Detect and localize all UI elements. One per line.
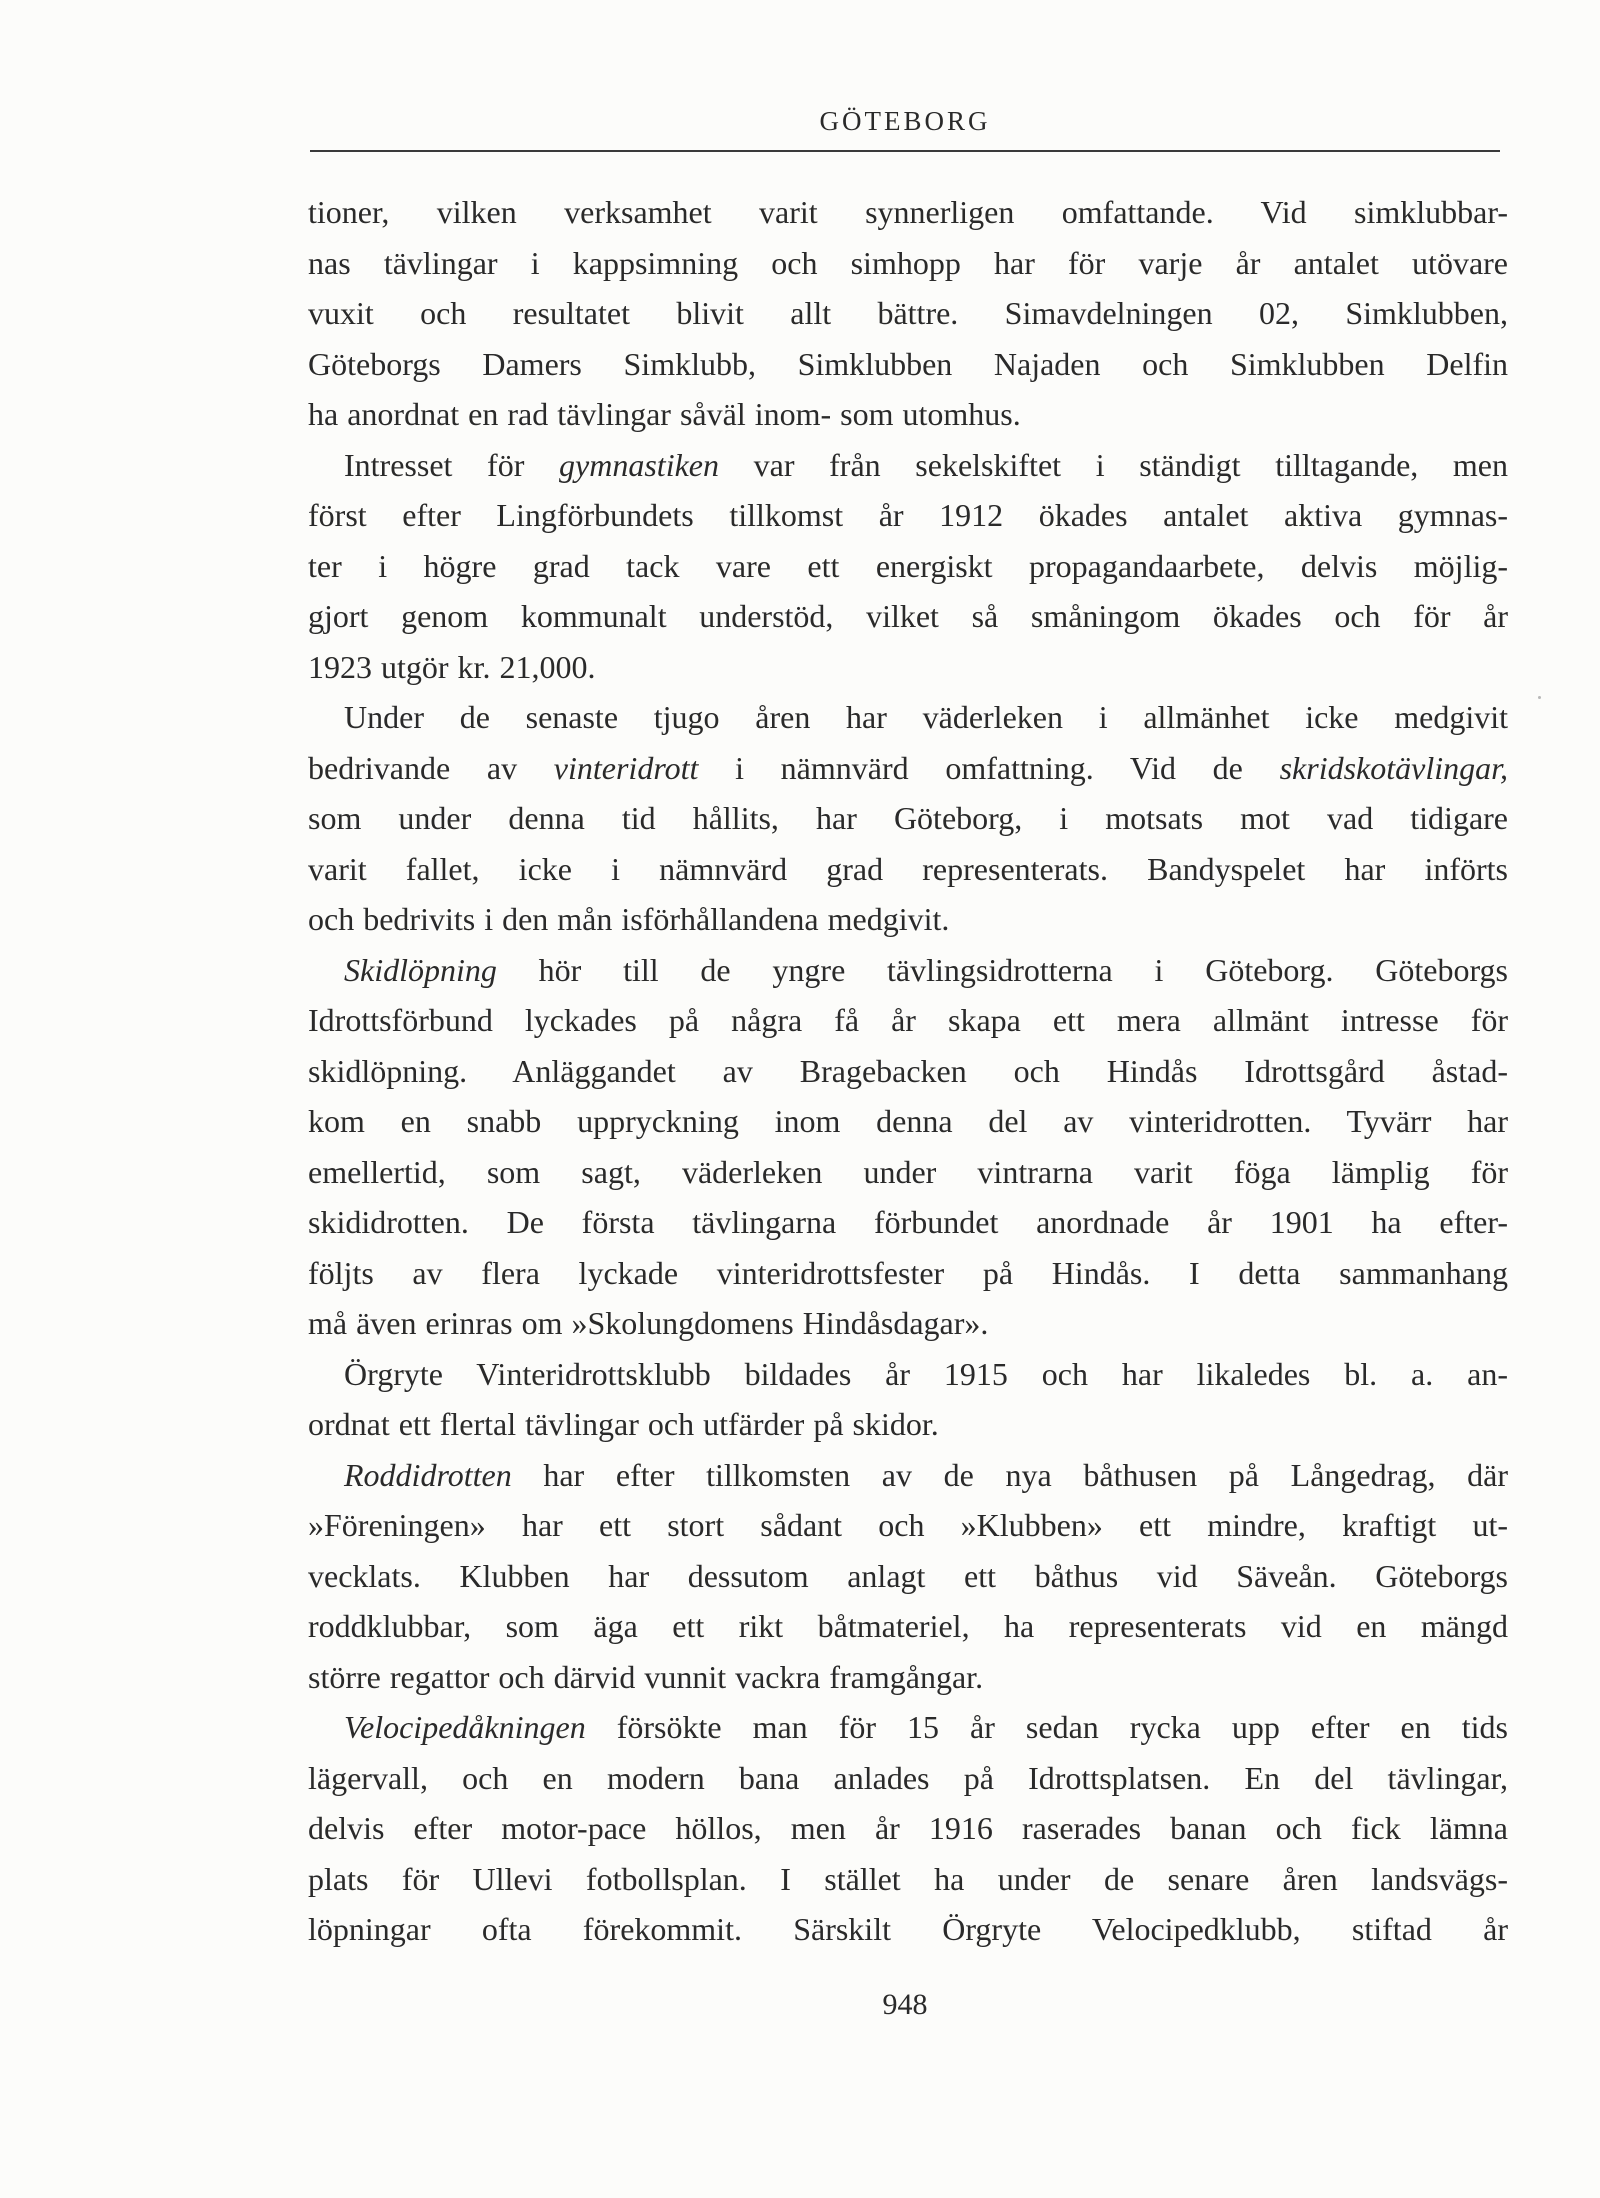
- text-line: [308, 1803, 1508, 1854]
- text-line: [308, 995, 1508, 1046]
- text-line: [308, 945, 1508, 996]
- text-line: [308, 642, 1508, 693]
- line-text: och bedrivits i den mån isförhållandena medgivit.: [308, 901, 950, 937]
- line-text: skidlöpning. Anläggandet av Bragebacken och Hindås Idrottsgård åstad-: [308, 1052, 1508, 1089]
- text-line: [308, 692, 1508, 743]
- line-text: följts av flera lyckade vinteridrottsfester på Hindås. I detta sammanhang: [308, 1254, 1508, 1291]
- line-text: hör till de yngre tävlingsidrotterna i Göteborg. Göteborgs: [496, 951, 1508, 988]
- line-text: som under denna tid hållits, har Göteborg, i motsats mot vad tidigare: [308, 800, 1508, 836]
- text-line: [308, 793, 1508, 844]
- line-text: lägervall, och en modern bana anlades på Idrottsplatsen. En del tävlingar,: [308, 1759, 1508, 1796]
- line-text: försökte man för 15 år sedan rycka upp efter en tids: [585, 1709, 1508, 1745]
- text-line: [308, 591, 1508, 642]
- text-line: [308, 1753, 1508, 1804]
- header-rule: [310, 150, 1500, 152]
- text-line: [308, 1399, 1508, 1450]
- text-line: [308, 541, 1508, 592]
- text-line: [308, 490, 1508, 541]
- text-line: [308, 1096, 1508, 1147]
- line-text: gjort genom kommunalt understöd, vilket så småningom ökades och för år: [308, 598, 1508, 634]
- line-text: varit fallet, icke i nämnvärd grad representerats. Bandyspelet har införts: [308, 850, 1508, 887]
- text-line: [308, 1298, 1508, 1349]
- text-line: [308, 187, 1508, 238]
- body-text: [308, 187, 1508, 1955]
- line-text: 1923 utgör kr. 21,000.: [308, 648, 596, 685]
- running-head: GÖTEBORG: [819, 106, 991, 136]
- line-text: större regattor och därvid vunnit vackra framgångar.: [308, 1658, 984, 1695]
- line-text: emellertid, som sagt, väderleken under vintrarna varit föga lämplig för: [308, 1153, 1508, 1190]
- line-text: delvis efter motor-pace höllos, men år 1916 raserades banan och fick lämna: [308, 1810, 1508, 1846]
- line-text: må även erinras om »Skolungdomens Hindåsdagar».: [308, 1305, 989, 1341]
- line-text: plats för Ullevi fotbollsplan. I stället ha under de senare åren landsvägs-: [308, 1860, 1508, 1897]
- italic-term: vinteridrott: [553, 749, 699, 786]
- text-line: [308, 1248, 1508, 1299]
- text-line: [308, 1500, 1508, 1551]
- line-text: ordnat ett flertal tävlingar och utfärder på skidor.: [308, 1406, 939, 1442]
- text-line: [308, 1652, 1508, 1703]
- text-line: [308, 238, 1508, 289]
- line-text: roddklubbar, som äga ett rikt båtmateriel, ha representerats vid en mängd: [308, 1608, 1508, 1644]
- text-line: [308, 1197, 1508, 1248]
- print-speck: [1538, 696, 1541, 699]
- italic-term: gymnastiken: [559, 446, 719, 483]
- text-line: [308, 1904, 1508, 1955]
- text-line: [308, 1147, 1508, 1198]
- text-line: [308, 844, 1508, 895]
- line-text: Göteborgs Damers Simklubb, Simklubben Najaden och Simklubben Delfin: [308, 345, 1508, 382]
- text-line: [308, 1046, 1508, 1097]
- italic-term: Roddidrotten: [344, 1456, 512, 1493]
- line-text: tioner, vilken verksamhet varit synnerligen omfattande. Vid simklubbar-: [308, 194, 1508, 230]
- line-text: först efter Lingförbundets tillkomst år 1912 ökades antalet aktiva gymnas-: [308, 497, 1508, 533]
- line-text: skididrotten. De första tävlingarna förbundet anordnade år 1901 ha efter-: [308, 1204, 1508, 1240]
- line-text: »Föreningen» har ett stort sådant och »Klubben» ett mindre, kraftigt ut-: [308, 1507, 1508, 1543]
- line-text: Örgryte Vinteridrottsklubb bildades år 1915 och har likaledes bl. a. an-: [344, 1355, 1508, 1392]
- line-text: nas tävlingar i kappsimning och simhopp har för varje år antalet utövare: [308, 244, 1508, 281]
- line-text: bedrivande av: [308, 749, 554, 786]
- line-text: vuxit och resultatet blivit allt bättre. Simavdelningen 02, Simklubben,: [308, 295, 1508, 331]
- text-line: [308, 1349, 1508, 1400]
- text-line: [308, 1702, 1508, 1753]
- line-text: Idrottsförbund lyckades på några få år skapa ett mera allmänt intresse för: [308, 1002, 1508, 1038]
- text-line: [308, 339, 1508, 390]
- line-text: ha anordnat en rad tävlingar såväl inom- som utomhus.: [308, 396, 1021, 432]
- line-text: i nämnvärd omfattning. Vid de: [698, 749, 1280, 786]
- text-line: [308, 1601, 1508, 1652]
- text-line: [308, 1854, 1508, 1905]
- italic-term: skridskotävlingar,: [1279, 749, 1509, 786]
- text-line: [308, 288, 1508, 339]
- line-text: Intresset för: [344, 446, 560, 483]
- text-line: [308, 1551, 1508, 1602]
- text-line: [308, 440, 1508, 491]
- text-line: [308, 1450, 1508, 1501]
- italic-term: Velocipedåkningen: [344, 1709, 586, 1745]
- italic-term: Skidlöpning: [344, 951, 497, 988]
- line-text: Under de senaste tjugo åren har väderleken i allmänhet icke medgivit: [344, 699, 1508, 735]
- text-line: [308, 389, 1508, 440]
- line-text: kom en snabb uppryckning inom denna del av vinteridrotten. Tyvärr har: [308, 1103, 1508, 1139]
- page-number: 948: [882, 1988, 928, 2021]
- line-text: ter i högre grad tack vare ett energiskt propagandaarbete, delvis möjlig-: [308, 547, 1508, 584]
- line-text: löpningar ofta förekommit. Särskilt Örgryte Velocipedklubb, stiftad år: [308, 1911, 1508, 1947]
- text-line: [308, 743, 1508, 794]
- text-line: [308, 894, 1508, 945]
- line-text: var från sekelskiftet i ständigt tilltagande, men: [718, 446, 1509, 483]
- line-text: vecklats. Klubben har dessutom anlagt ett båthus vid Säveån. Göteborgs: [308, 1557, 1508, 1594]
- line-text: har efter tillkomsten av de nya båthusen på Långedrag, där: [511, 1456, 1508, 1493]
